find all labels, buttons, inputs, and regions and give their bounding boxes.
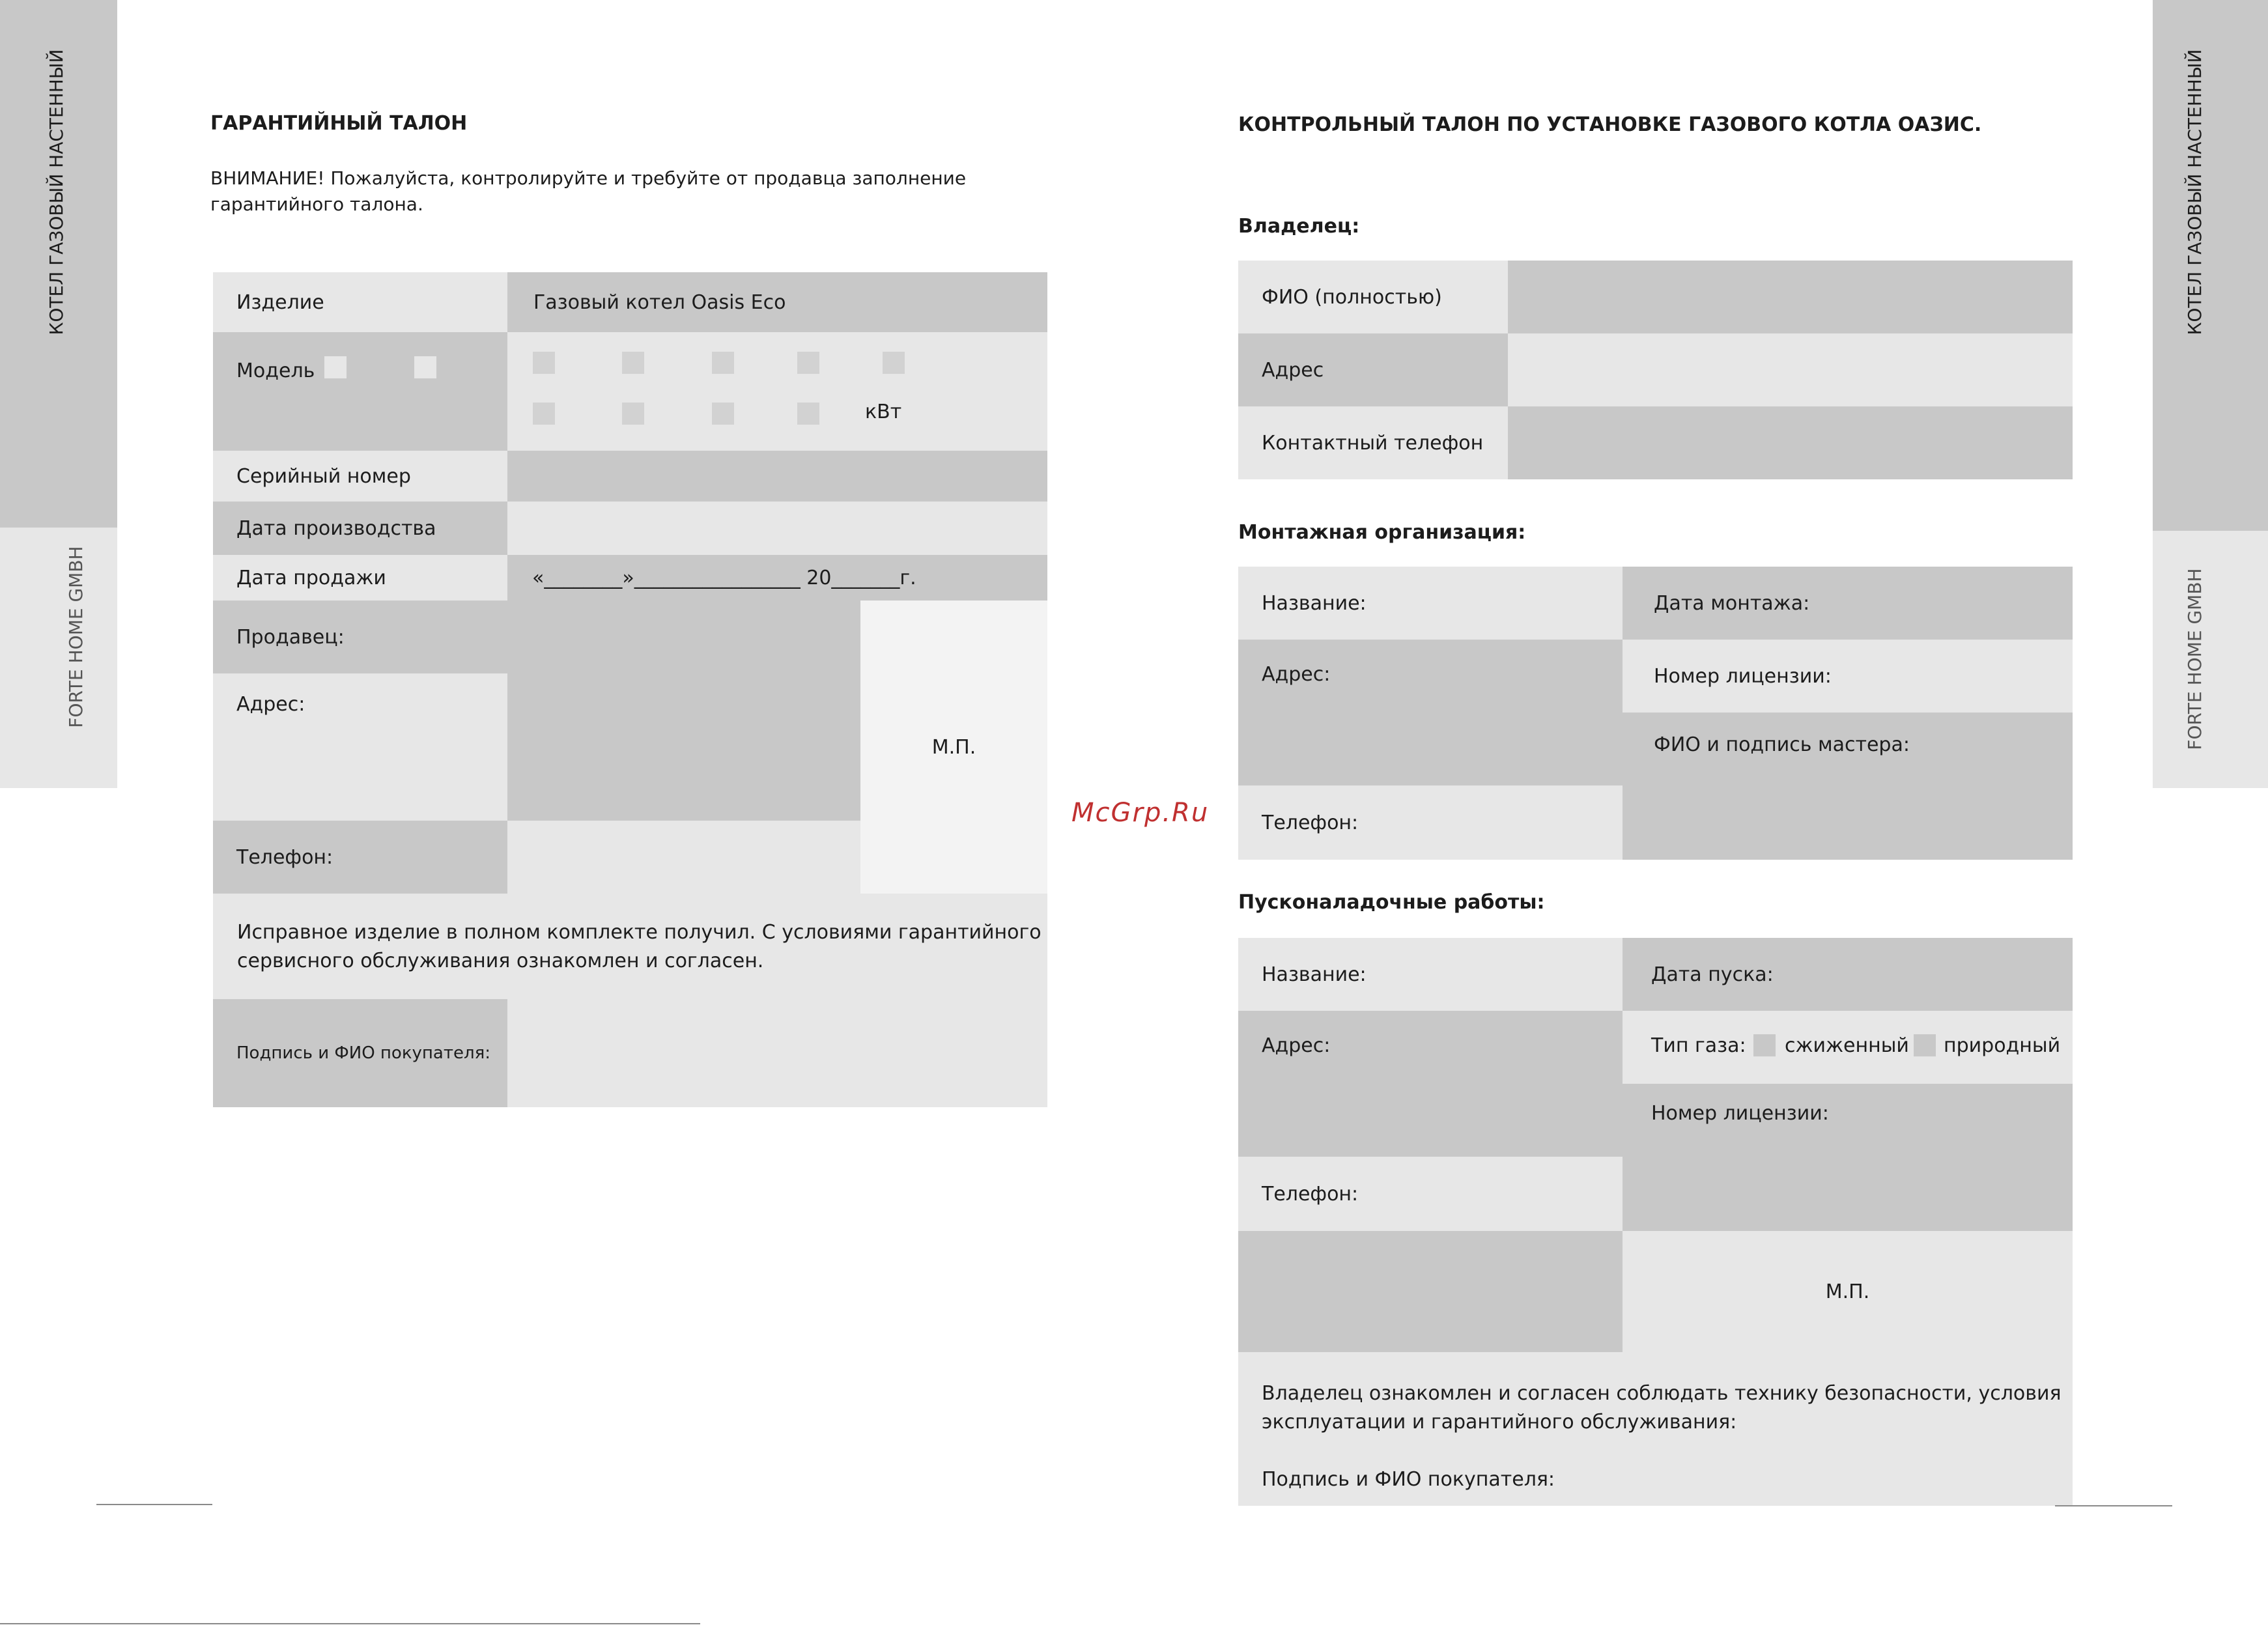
product-label: Изделие	[236, 290, 324, 314]
right-side-tab-brand	[2153, 531, 2268, 788]
model-checkbox-1[interactable]	[324, 356, 347, 378]
install-master-label: ФИО и подпись мастера:	[1654, 733, 1910, 756]
stamp-label: М.П.	[931, 735, 976, 759]
comm-stamp-area	[1623, 1231, 2073, 1352]
power-unit: кВт	[865, 401, 902, 423]
comm-address-label: Адрес:	[1262, 1034, 1331, 1057]
comm-license-cell[interactable]	[1623, 1084, 2073, 1231]
owner-address-input[interactable]	[1508, 333, 2073, 406]
product-value-cell	[507, 272, 1047, 332]
production-label: Дата производства	[236, 516, 436, 540]
install-heading: Монтажная организация:	[1238, 521, 1526, 544]
owner-name-label: ФИО (полностью)	[1262, 285, 1442, 309]
statement-line2: сервисного обслуживания ознакомлен и согласен.	[237, 950, 764, 972]
model-digit-box[interactable]	[533, 352, 555, 374]
seller-label: Продавец:	[236, 625, 345, 649]
signature-input[interactable]	[507, 999, 1047, 1107]
model-digit-box[interactable]	[797, 352, 819, 374]
agreement-line1: Владелец ознакомлен и согласен соблюдать технику безопасности, условия	[1262, 1382, 2062, 1405]
warranty-title: ГАРАНТИЙНЫЙ ТАЛОН	[210, 112, 468, 135]
production-label-cell	[213, 502, 507, 555]
comm-extra-cell[interactable]	[1238, 1231, 1623, 1352]
model-digit-box[interactable]	[622, 352, 644, 374]
production-input[interactable]	[507, 502, 1047, 555]
product-value: Газовый котел Oasis Eco	[533, 290, 786, 314]
power-digit-box[interactable]	[797, 403, 819, 425]
install-name-cell[interactable]	[1238, 567, 1623, 640]
model-digit-box[interactable]	[712, 352, 734, 374]
serial-label: Серийный номер	[236, 464, 411, 488]
right-side-tab-product	[2153, 0, 2268, 531]
address-label: Адрес:	[236, 693, 305, 716]
right-side-brand-text: FORTE HOME GMBH	[2184, 568, 2205, 750]
comm-phone-label: Телефон:	[1262, 1182, 1359, 1206]
comm-name-cell[interactable]	[1238, 938, 1623, 1011]
owner-phone-label: Контактный телефон	[1262, 431, 1484, 455]
install-name-label: Название:	[1262, 591, 1367, 615]
comm-phone-cell[interactable]	[1238, 1157, 1623, 1231]
gas-type-label: Тип газа:	[1651, 1034, 1746, 1057]
comm-date-label: Дата пуска:	[1651, 963, 1774, 986]
agreement-line2: эксплуатации и гарантийного обслуживания:	[1262, 1411, 1737, 1434]
statement-line1: Исправное изделие в полном комплекте получил. С условиями гарантийного	[237, 921, 1042, 944]
owner-phone-label-cell	[1238, 406, 1508, 479]
comm-name-label: Название:	[1262, 963, 1367, 986]
model-digit-box[interactable]	[883, 352, 905, 374]
owner-name-input[interactable]	[1508, 261, 2073, 333]
install-phone-cell[interactable]	[1238, 785, 1623, 860]
bottom-rule	[0, 1623, 700, 1624]
left-footer-rule	[96, 1504, 212, 1505]
install-phone-label: Телефон:	[1262, 811, 1359, 834]
comm-date-cell[interactable]	[1623, 938, 2073, 1011]
commission-heading: Пусконаладочные работы:	[1238, 891, 1545, 914]
comm-address-cell[interactable]	[1238, 1011, 1623, 1157]
power-digit-box[interactable]	[533, 403, 555, 425]
install-license-cell[interactable]	[1623, 640, 2073, 713]
product-label-cell	[213, 272, 507, 332]
install-date-label: Дата монтажа:	[1654, 591, 1810, 615]
phone-label: Телефон:	[236, 845, 333, 869]
install-date-cell[interactable]	[1623, 567, 2073, 640]
model-label: Модель	[236, 360, 315, 382]
owner-heading: Владелец:	[1238, 215, 1360, 238]
serial-label-cell	[213, 451, 507, 502]
gas-natural-checkbox[interactable]	[1914, 1034, 1936, 1056]
seller-label-cell	[213, 601, 507, 673]
comm-stamp-label: М.П.	[1825, 1280, 1870, 1303]
sale-label-cell	[213, 555, 507, 601]
warranty-notice-line2: гарантийного талона.	[210, 193, 423, 215]
control-title: КОНТРОЛЬНЫЙ ТАЛОН ПО УСТАНОВКЕ ГАЗОВОГО КОТЛА ОАЗИС.	[1238, 113, 1982, 136]
seller-address-input[interactable]	[507, 601, 860, 821]
install-license-label: Номер лицензии:	[1654, 664, 1832, 688]
address-label-cell	[213, 673, 507, 821]
left-side-tab-brand	[0, 528, 117, 788]
sale-label: Дата продажи	[236, 566, 386, 589]
comm-license-label: Номер лицензии:	[1651, 1102, 1829, 1125]
model-label-cell	[213, 332, 507, 451]
warranty-notice-line1: ВНИМАНИЕ! Пожалуйста, контролируйте и требуйте от продавца заполнение	[210, 167, 967, 189]
phone-label-cell	[213, 821, 507, 894]
sale-date-field[interactable]	[507, 555, 1047, 601]
phone-input[interactable]	[507, 821, 860, 894]
serial-input[interactable]	[507, 451, 1047, 502]
right-footer-rule	[2055, 1505, 2172, 1506]
watermark: McGrp.Ru	[1071, 798, 1210, 828]
model-options-cell	[507, 332, 1047, 451]
right-side-product-text: КОТЕЛ ГАЗОВЫЙ НАСТЕННЫЙ	[2184, 49, 2205, 335]
owner-name-label-cell	[1238, 261, 1508, 333]
left-side-product-text: КОТЕЛ ГАЗОВЫЙ НАСТЕННЫЙ	[46, 49, 67, 335]
control-signature-label: Подпись и ФИО покупателя:	[1262, 1468, 1555, 1491]
owner-address-label-cell	[1238, 333, 1508, 406]
gas-liquefied-label: сжиженный	[1785, 1034, 1909, 1057]
owner-phone-input[interactable]	[1508, 406, 2073, 479]
owner-address-label: Адрес	[1262, 358, 1324, 382]
model-checkbox-2[interactable]	[414, 356, 436, 378]
install-address-label: Адрес:	[1262, 663, 1331, 686]
install-master-cell[interactable]	[1623, 713, 2073, 860]
signature-label: Подпись и ФИО покупателя:	[236, 1043, 491, 1063]
left-side-brand-text: FORTE HOME GMBH	[65, 546, 87, 728]
sale-date-value: «________»_________________ 20_______г.	[532, 566, 916, 589]
signature-label-cell	[213, 999, 507, 1107]
gas-liquefied-checkbox[interactable]	[1753, 1034, 1776, 1056]
power-digit-box[interactable]	[622, 403, 644, 425]
power-digit-box[interactable]	[712, 403, 734, 425]
gas-natural-label: природный	[1944, 1034, 2061, 1057]
stamp-area	[860, 601, 1047, 894]
install-address-cell[interactable]	[1238, 640, 1623, 785]
